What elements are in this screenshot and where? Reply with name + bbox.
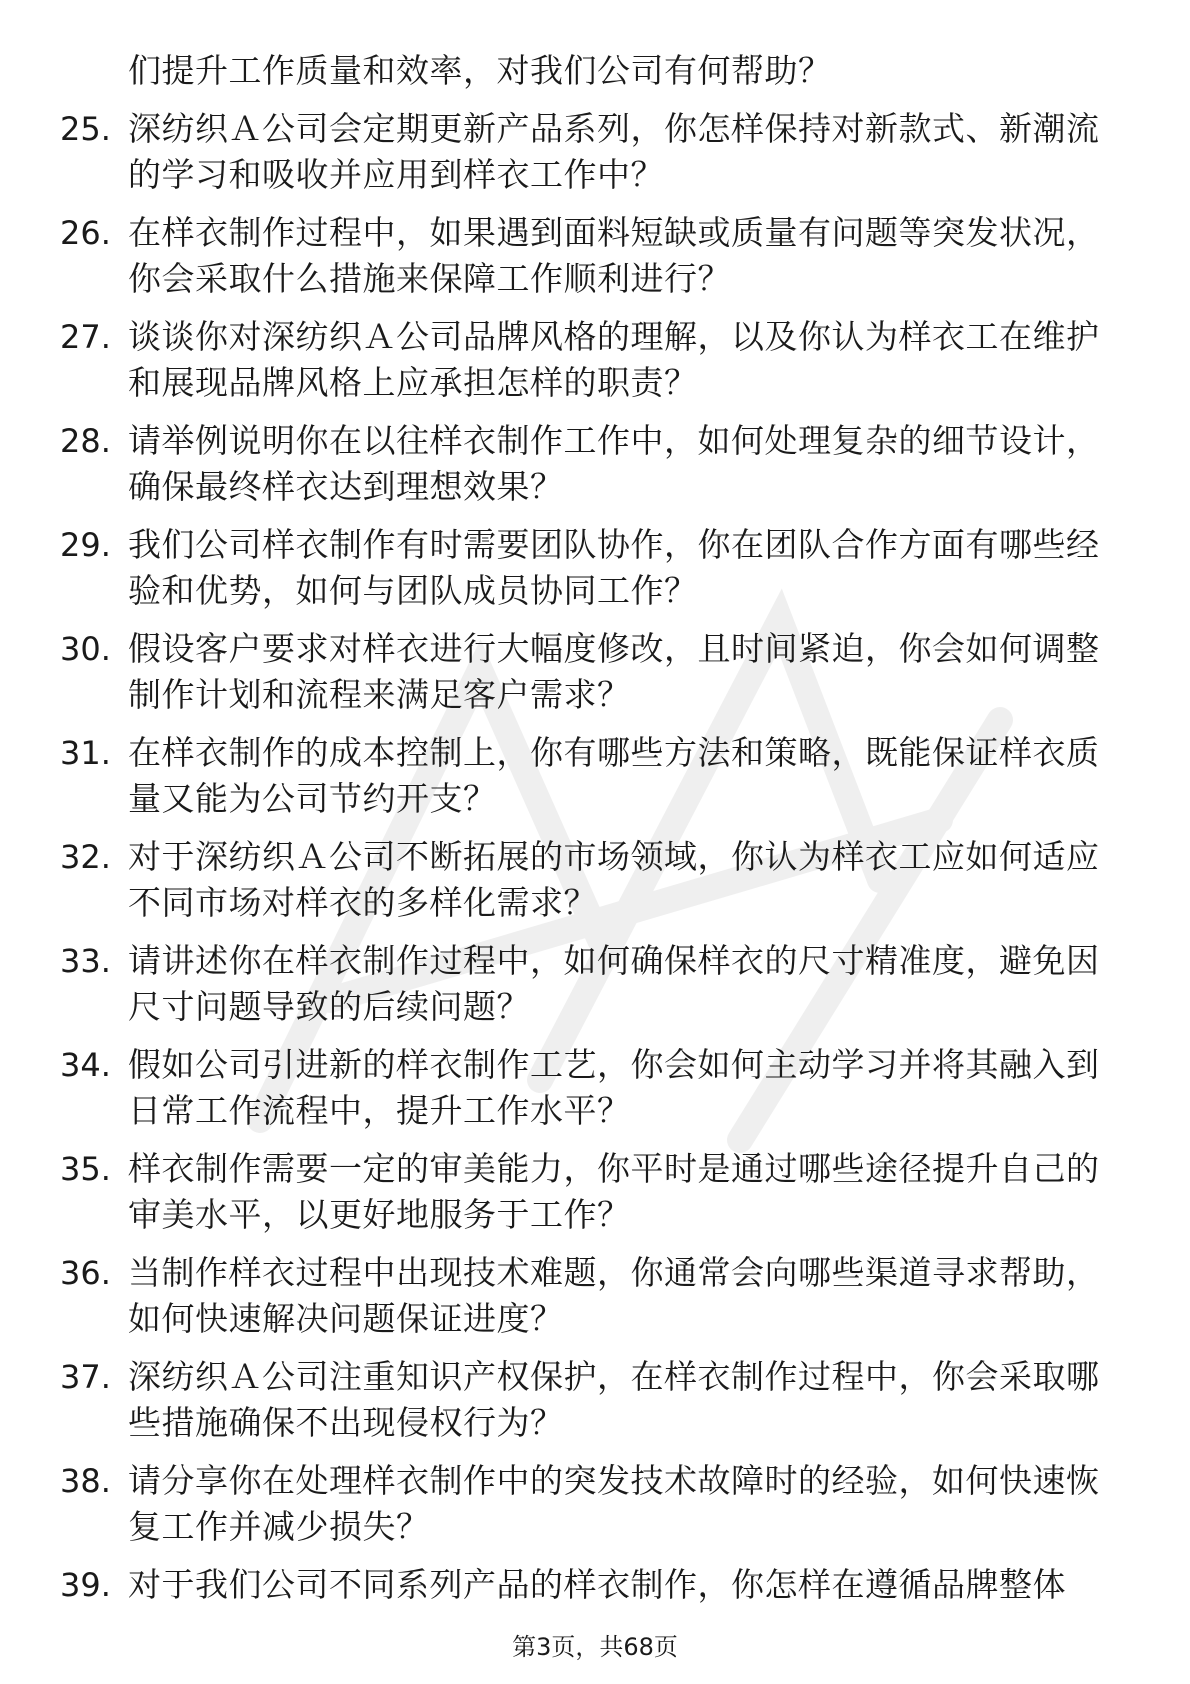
question-item bbox=[60, 1458, 1120, 1550]
question-number: 25. bbox=[60, 110, 111, 148]
question-text: 深纺织Ａ公司注重知识产权保护，在样衣制作过程中，你会采取哪些措施确保不出现侵权行为？ bbox=[128, 1357, 1100, 1442]
question-text: 请举例说明你在以往样衣制作工作中，如何处理复杂的细节设计，确保最终样衣达到理想效果？ bbox=[128, 421, 1100, 506]
question-text: 请讲述你在样衣制作过程中，如何确保样衣的尺寸精准度，避免因尺寸问题导致的后续问题？ bbox=[128, 941, 1100, 1026]
question-text: 请分享你在处理样衣制作中的突发技术故障时的经验，如何快速恢复工作并减少损失？ bbox=[128, 1461, 1100, 1546]
question-item bbox=[60, 314, 1120, 406]
page-footer: 第3页，共68页 bbox=[512, 1633, 678, 1661]
question-item bbox=[60, 106, 1120, 198]
question-text: 假设客户要求对样衣进行大幅度修改，且时间紧迫，你会如何调整制作计划和流程来满足客户需求？ bbox=[128, 629, 1100, 714]
question-number: 28. bbox=[60, 422, 111, 460]
question-number: 27. bbox=[60, 318, 111, 356]
question-text: 在样衣制作过程中，如果遇到面料短缺或质量有问题等突发状况，你会采取什么措施来保障工作顺利进行？ bbox=[128, 213, 1100, 298]
question-item bbox=[60, 1354, 1120, 1446]
question-item bbox=[60, 210, 1120, 302]
question-item bbox=[60, 834, 1120, 926]
question-item bbox=[60, 1146, 1120, 1238]
question-item bbox=[60, 1042, 1120, 1134]
question-text: 对于我们公司不同系列产品的样衣制作，你怎样在遵循品牌整体 bbox=[128, 1565, 1066, 1604]
continued-question-text: 们提升工作质量和效率，对我们公司有何帮助？ bbox=[128, 51, 832, 90]
question-number: 31. bbox=[60, 734, 111, 772]
question-number: 30. bbox=[60, 630, 111, 668]
question-text: 谈谈你对深纺织Ａ公司品牌风格的理解，以及你认为样衣工在维护和展现品牌风格上应承担怎样的职责？ bbox=[128, 317, 1100, 402]
question-text: 深纺织Ａ公司会定期更新产品系列，你怎样保持对新款式、新潮流的学习和吸收并应用到样衣工作中？ bbox=[128, 109, 1100, 194]
question-number: 39. bbox=[60, 1566, 111, 1604]
question-text: 我们公司样衣制作有时需要团队协作，你在团队合作方面有哪些经验和优势，如何与团队成员协同工作？ bbox=[128, 525, 1100, 610]
question-number: 26. bbox=[60, 214, 111, 252]
question-text: 假如公司引进新的样衣制作工艺，你会如何主动学习并将其融入到日常工作流程中，提升工作水平？ bbox=[128, 1045, 1100, 1130]
question-item bbox=[60, 1250, 1120, 1342]
question-number: 37. bbox=[60, 1358, 111, 1396]
question-number: 36. bbox=[60, 1254, 111, 1292]
question-number: 32. bbox=[60, 838, 111, 876]
question-number: 35. bbox=[60, 1150, 111, 1188]
question-number: 34. bbox=[60, 1046, 111, 1084]
question-list-content bbox=[60, 48, 1120, 1608]
question-text: 对于深纺织Ａ公司不断拓展的市场领域，你认为样衣工应如何适应不同市场对样衣的多样化需求？ bbox=[128, 837, 1100, 922]
question-item bbox=[60, 730, 1120, 822]
question-item bbox=[60, 938, 1120, 1030]
question-text: 当制作样衣过程中出现技术难题，你通常会向哪些渠道寻求帮助，如何快速解决问题保证进度？ bbox=[128, 1253, 1100, 1338]
question-item bbox=[60, 418, 1120, 510]
question-item bbox=[60, 1562, 1120, 1608]
question-number: 38. bbox=[60, 1462, 111, 1500]
question-number: 29. bbox=[60, 526, 111, 564]
question-list bbox=[60, 106, 1120, 1608]
question-text: 样衣制作需要一定的审美能力，你平时是通过哪些途径提升自己的审美水平，以更好地服务于工作？ bbox=[128, 1149, 1100, 1234]
question-number: 33. bbox=[60, 942, 111, 980]
question-text: 在样衣制作的成本控制上，你有哪些方法和策略，既能保证样衣质量又能为公司节约开支？ bbox=[128, 733, 1100, 818]
question-item bbox=[60, 522, 1120, 614]
question-item bbox=[60, 626, 1120, 718]
